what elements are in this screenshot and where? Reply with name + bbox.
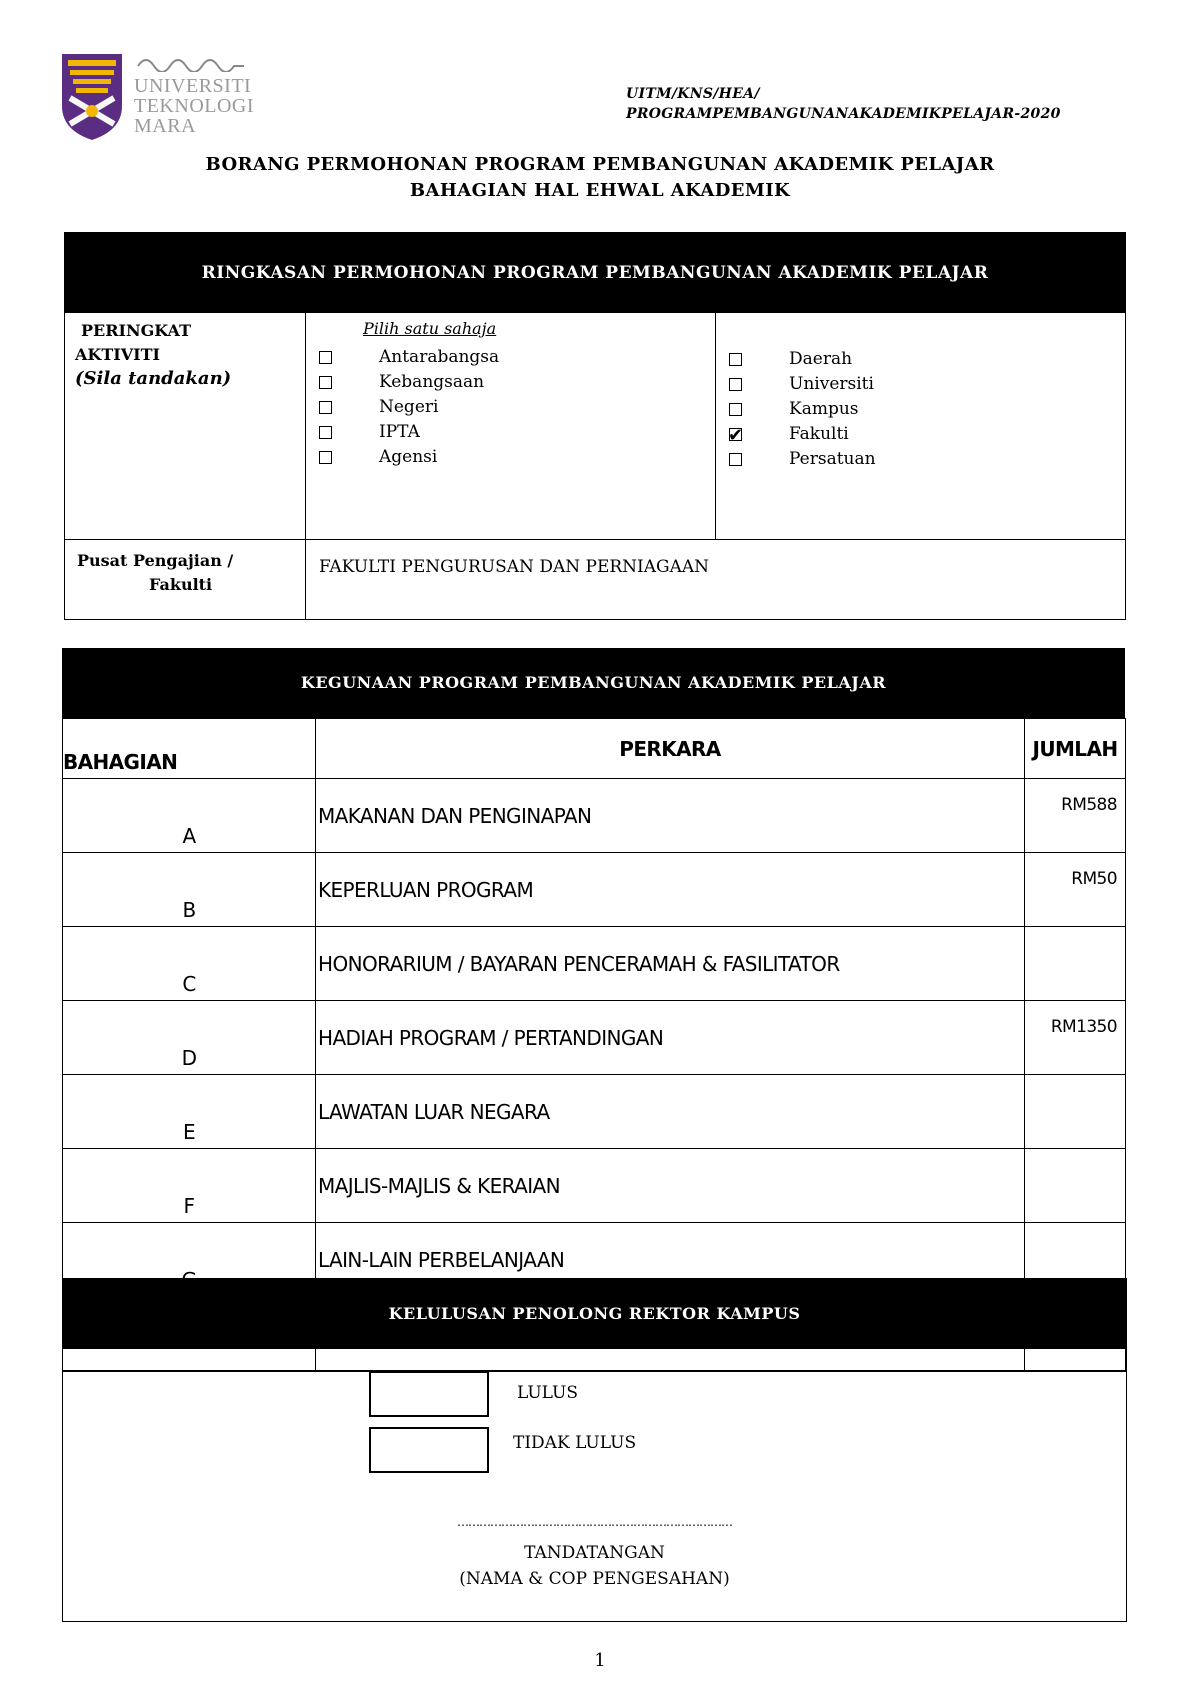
cell-item: LAWATAN LUAR NEGARA — [316, 1075, 1025, 1149]
cell-item: HADIAH PROGRAM / PERTANDINGAN — [316, 1001, 1025, 1075]
left-checkbox[interactable] — [319, 351, 332, 364]
signature-line: ………………………………………………………………… — [457, 1515, 732, 1529]
ref-line-2: PROGRAMPEMBANGUNANAKADEMIKPELAJAR-2020 — [626, 106, 1061, 122]
table-row — [63, 927, 1126, 1001]
right-checkbox[interactable] — [729, 403, 742, 416]
approval-heading: KELULUSAN PENOLONG REKTOR KAMPUS — [63, 1279, 1126, 1349]
approve-checkbox[interactable] — [369, 1371, 489, 1417]
cell-section: E — [63, 1075, 316, 1149]
signature-sublabel: (NAMA & COP PENGESAHAN) — [459, 1569, 730, 1589]
right-checkbox[interactable] — [729, 353, 742, 366]
left-option-label: Antarabangsa — [379, 347, 500, 367]
table-row — [63, 1075, 1126, 1149]
cell-amount — [1025, 1149, 1126, 1223]
logo-line-3: MARA — [134, 115, 197, 137]
right-option-label: Kampus — [789, 399, 859, 419]
cell-section: B — [63, 853, 316, 927]
faculty-label-1: Pusat Pengajian / — [77, 551, 234, 570]
col-header-amount: JUMLAH — [1025, 719, 1126, 779]
table-row — [63, 1001, 1126, 1075]
usage-heading: KEGUNAAN PROGRAM PEMBANGUNAN AKADEMIK PELAJAR — [62, 648, 1125, 718]
cell-amount: RM50 — [1025, 853, 1126, 927]
left-option — [319, 345, 500, 370]
reject-label: TIDAK LULUS — [513, 1433, 637, 1453]
faculty-value: FAKULTI PENGURUSAN DAN PERNIAGAAN — [319, 557, 710, 577]
summary-heading: RINGKASAN PERMOHONAN PROGRAM PEMBANGUNAN AKADEMIK PELAJAR — [65, 233, 1125, 313]
logo-line-1: UNIVERSITI — [134, 75, 252, 97]
table-header-row — [63, 719, 1126, 779]
jawi-script-icon — [136, 52, 246, 72]
col-header-item: PERKARA — [316, 719, 1025, 779]
right-option — [729, 372, 874, 397]
level-label-1: PERINGKAT — [81, 321, 191, 340]
left-checkbox[interactable] — [319, 426, 332, 439]
level-label-3: (Sila tandakan) — [75, 368, 232, 389]
right-option — [729, 397, 859, 422]
left-option — [319, 395, 439, 420]
uitm-logo — [56, 50, 256, 142]
form-subtitle: BAHAGIAN HAL EHWAL AKADEMIK — [409, 180, 791, 201]
page-number: 1 — [594, 1650, 606, 1671]
table-row — [63, 1149, 1126, 1223]
signature-label: TANDATANGAN — [524, 1543, 665, 1563]
usage-table — [62, 718, 1126, 1372]
cell-section: D — [63, 1001, 316, 1075]
reference-number — [626, 84, 1061, 124]
right-option-label: Universiti — [789, 374, 874, 394]
right-option-label: Fakulti — [789, 424, 849, 444]
cell-section: F — [63, 1149, 316, 1223]
left-option-label: Agensi — [379, 447, 438, 467]
cell-section: C — [63, 927, 316, 1001]
approval-section — [62, 1278, 1127, 1622]
level-label-2: AKTIVITI — [75, 345, 160, 364]
right-checkbox[interactable] — [729, 453, 742, 466]
left-option — [319, 370, 485, 395]
left-checkbox[interactable] — [319, 401, 332, 414]
choose-one-note: Pilih satu sahaja — [363, 319, 497, 338]
uitm-crest-icon — [56, 50, 128, 142]
cell-item: KEPERLUAN PROGRAM — [316, 853, 1025, 927]
cell-amount — [1025, 927, 1126, 1001]
cell-item: HONORARIUM / BAYARAN PENCERAMAH & FASILITATOR — [316, 927, 1025, 1001]
activity-level-label — [75, 319, 231, 391]
right-option-label: Persatuan — [789, 449, 876, 469]
left-option-label: Negeri — [379, 397, 439, 417]
reject-checkbox[interactable] — [369, 1427, 489, 1473]
left-option — [319, 420, 420, 445]
logo-line-2: TEKNOLOGI — [134, 95, 255, 117]
left-checkbox[interactable] — [319, 376, 332, 389]
right-checkbox[interactable] — [728, 425, 744, 446]
table-row — [63, 779, 1126, 853]
left-checkbox[interactable] — [319, 451, 332, 464]
approve-label: LULUS — [517, 1383, 579, 1403]
left-option — [319, 445, 438, 470]
faculty-label — [77, 549, 233, 597]
cell-item: LAIN-LAIN PERBELANJAAN — [316, 1223, 1025, 1297]
right-option — [729, 347, 853, 372]
faculty-label-2: Fakulti — [149, 575, 213, 594]
cell-item: MAJLIS-MAJLIS & KERAIAN — [316, 1149, 1025, 1223]
cell-section: A — [63, 779, 316, 853]
ref-line-1: UITM/KNS/HEA/ — [626, 86, 760, 102]
right-option — [729, 447, 876, 472]
left-option-label: IPTA — [379, 422, 420, 442]
col-header-section: BAHAGIAN — [63, 719, 316, 779]
usage-section — [62, 648, 1125, 1272]
cell-amount — [1025, 1075, 1126, 1149]
right-option — [728, 422, 849, 447]
summary-section — [64, 232, 1126, 620]
cell-amount: RM588 — [1025, 779, 1126, 853]
table-row — [63, 853, 1126, 927]
checkmark-icon: ✔ — [728, 425, 744, 446]
cell-amount: RM1350 — [1025, 1001, 1126, 1075]
form-title: BORANG PERMOHONAN PROGRAM PEMBANGUNAN AKADEMIK PELAJAR — [205, 154, 995, 175]
right-option-label: Daerah — [789, 349, 853, 369]
left-option-label: Kebangsaan — [379, 372, 485, 392]
right-checkbox[interactable] — [729, 378, 742, 391]
cell-item: MAKANAN DAN PENGINAPAN — [316, 779, 1025, 853]
